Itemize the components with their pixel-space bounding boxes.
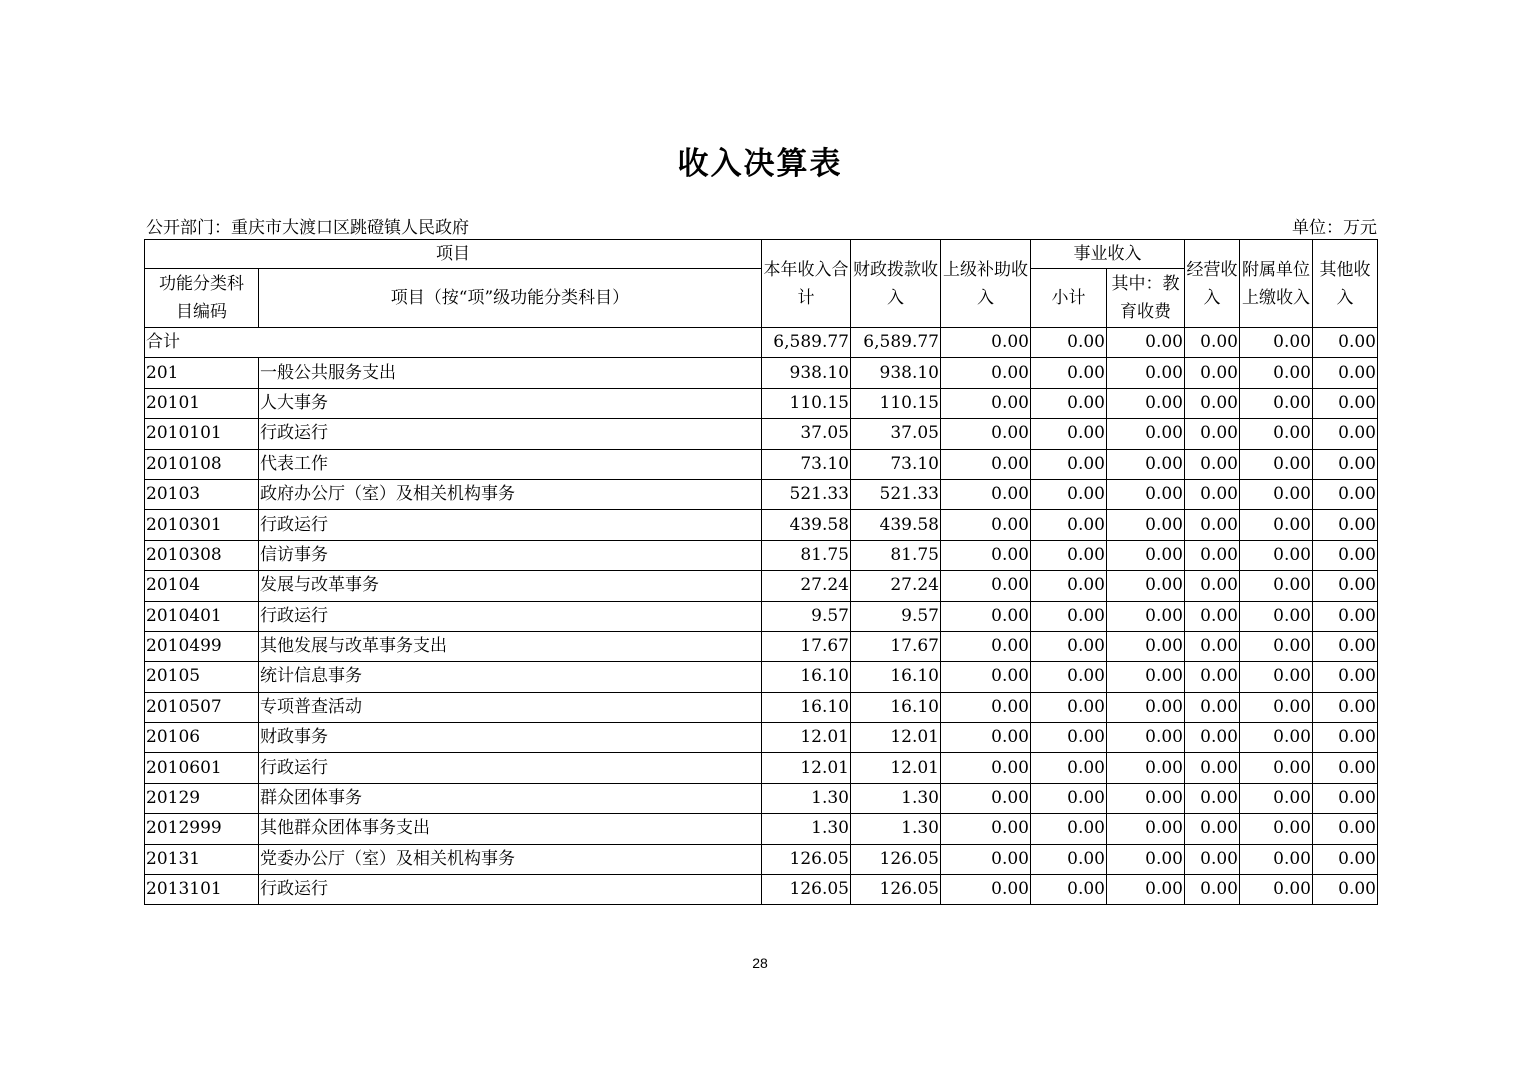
cell-value: 938.10: [851, 358, 941, 388]
cell-value: 0.00: [1240, 692, 1313, 722]
cell-value: 0.00: [1107, 328, 1185, 358]
cell-value: 0.00: [1240, 510, 1313, 540]
cell-value: 0.00: [1185, 419, 1240, 449]
cell-value: 0.00: [1031, 388, 1107, 418]
row-code: 20101: [145, 388, 259, 418]
row-name: 党委办公厅（室）及相关机构事务: [259, 844, 762, 874]
row-code: 2010601: [145, 753, 259, 783]
cell-value: 0.00: [1313, 783, 1378, 813]
cell-value: 37.05: [851, 419, 941, 449]
header-affiliated-income: 附属单位上缴收入: [1240, 240, 1313, 328]
header-project: 项目: [145, 240, 762, 269]
cell-value: 6,589.77: [762, 328, 851, 358]
header-item-name: 项目（按“项”级功能分类科目）: [259, 269, 762, 328]
row-name: 行政运行: [259, 510, 762, 540]
cell-value: 0.00: [1031, 814, 1107, 844]
cell-value: 0.00: [1313, 358, 1378, 388]
header-operating-income: 经营收入: [1185, 240, 1240, 328]
row-code: 2010308: [145, 540, 259, 570]
cell-value: 0.00: [1185, 510, 1240, 540]
row-code: 20103: [145, 479, 259, 509]
table-row: [145, 662, 1378, 692]
row-code: 2013101: [145, 875, 259, 905]
cell-value: 0.00: [1185, 571, 1240, 601]
table-row: [145, 449, 1378, 479]
cell-value: 0.00: [1313, 692, 1378, 722]
cell-value: 0.00: [1185, 662, 1240, 692]
header-subtotal: 小计: [1031, 269, 1107, 328]
cell-value: 0.00: [1185, 692, 1240, 722]
total-row: [145, 328, 1378, 358]
cell-value: 81.75: [851, 540, 941, 570]
header-other-income: 其他收入: [1313, 240, 1378, 328]
cell-value: 0.00: [1107, 571, 1185, 601]
header-func-code: 功能分类科目编码: [145, 269, 259, 328]
cell-value: 0.00: [1031, 723, 1107, 753]
cell-value: 0.00: [1031, 540, 1107, 570]
row-code: 2010108: [145, 449, 259, 479]
cell-value: 0.00: [1313, 388, 1378, 418]
row-code: 20104: [145, 571, 259, 601]
table-row: [145, 388, 1378, 418]
table-row: [145, 419, 1378, 449]
cell-value: 0.00: [1107, 692, 1185, 722]
header-business-income: 事业收入: [1031, 240, 1185, 269]
unit-label: 单位：万元: [1292, 218, 1377, 238]
cell-value: 0.00: [1185, 753, 1240, 783]
cell-value: 9.57: [762, 601, 851, 631]
row-code: 2010401: [145, 601, 259, 631]
cell-value: 73.10: [851, 449, 941, 479]
table-row: [145, 571, 1378, 601]
row-name: 专项普查活动: [259, 692, 762, 722]
cell-value: 0.00: [1313, 662, 1378, 692]
cell-value: 0.00: [1031, 479, 1107, 509]
cell-value: 110.15: [851, 388, 941, 418]
cell-value: 0.00: [1107, 510, 1185, 540]
cell-value: 0.00: [941, 449, 1031, 479]
row-name: 其他发展与改革事务支出: [259, 631, 762, 661]
table-row: [145, 753, 1378, 783]
cell-value: 0.00: [941, 328, 1031, 358]
header-education-fee: 其中：教育收费: [1107, 269, 1185, 328]
cell-value: 126.05: [851, 875, 941, 905]
row-name: 信访事务: [259, 540, 762, 570]
cell-value: 0.00: [1107, 662, 1185, 692]
cell-value: 27.24: [851, 571, 941, 601]
cell-value: 9.57: [851, 601, 941, 631]
cell-value: 0.00: [1031, 419, 1107, 449]
header-fiscal-appropriation: 财政拨款收入: [851, 240, 941, 328]
cell-value: 0.00: [1313, 601, 1378, 631]
cell-value: 81.75: [762, 540, 851, 570]
row-name: 发展与改革事务: [259, 571, 762, 601]
cell-value: 0.00: [1313, 540, 1378, 570]
row-code: 20106: [145, 723, 259, 753]
cell-value: 0.00: [1031, 449, 1107, 479]
cell-value: 0.00: [1107, 601, 1185, 631]
cell-value: 0.00: [1031, 783, 1107, 813]
row-code: 20105: [145, 662, 259, 692]
cell-value: 0.00: [941, 601, 1031, 631]
cell-value: 12.01: [851, 723, 941, 753]
cell-value: 0.00: [1031, 358, 1107, 388]
cell-value: 0.00: [1107, 631, 1185, 661]
cell-value: 0.00: [1240, 723, 1313, 753]
cell-value: 16.10: [762, 692, 851, 722]
table-row: [145, 631, 1378, 661]
table-row: [145, 510, 1378, 540]
row-code: 2010301: [145, 510, 259, 540]
cell-value: 0.00: [941, 358, 1031, 388]
cell-value: 1.30: [851, 814, 941, 844]
cell-value: 0.00: [1185, 844, 1240, 874]
cell-value: 0.00: [941, 479, 1031, 509]
row-code: 2012999: [145, 814, 259, 844]
cell-value: 0.00: [1031, 662, 1107, 692]
cell-value: 0.00: [1240, 601, 1313, 631]
cell-value: 0.00: [1107, 844, 1185, 874]
table-row: [145, 601, 1378, 631]
cell-value: 439.58: [851, 510, 941, 540]
cell-value: 126.05: [762, 875, 851, 905]
cell-value: 1.30: [762, 783, 851, 813]
cell-value: 0.00: [1185, 783, 1240, 813]
cell-value: 521.33: [762, 479, 851, 509]
cell-value: 0.00: [941, 692, 1031, 722]
cell-value: 0.00: [941, 723, 1031, 753]
cell-value: 0.00: [1185, 388, 1240, 418]
table-row: [145, 814, 1378, 844]
cell-value: 0.00: [1031, 692, 1107, 722]
cell-value: 0.00: [941, 753, 1031, 783]
cell-value: 0.00: [1313, 844, 1378, 874]
cell-value: 17.67: [851, 631, 941, 661]
table-body: [145, 328, 1378, 905]
cell-value: 0.00: [1240, 844, 1313, 874]
cell-value: 0.00: [1240, 388, 1313, 418]
cell-value: 0.00: [1185, 540, 1240, 570]
cell-value: 0.00: [1240, 814, 1313, 844]
cell-value: 0.00: [1240, 753, 1313, 783]
cell-value: 0.00: [1313, 571, 1378, 601]
row-name: 行政运行: [259, 419, 762, 449]
table-row: [145, 875, 1378, 905]
cell-value: 0.00: [1240, 875, 1313, 905]
row-code: 20131: [145, 844, 259, 874]
cell-value: 37.05: [762, 419, 851, 449]
cell-value: 439.58: [762, 510, 851, 540]
row-name: 群众团体事务: [259, 783, 762, 813]
cell-value: 0.00: [1240, 631, 1313, 661]
cell-value: 12.01: [762, 723, 851, 753]
row-name: 一般公共服务支出: [259, 358, 762, 388]
row-name: 政府办公厅（室）及相关机构事务: [259, 479, 762, 509]
cell-value: 0.00: [1107, 783, 1185, 813]
cell-value: 0.00: [1107, 723, 1185, 753]
cell-value: 0.00: [1185, 723, 1240, 753]
cell-value: 0.00: [1107, 388, 1185, 418]
cell-value: 0.00: [1240, 662, 1313, 692]
cell-value: 126.05: [851, 844, 941, 874]
cell-value: 0.00: [1313, 328, 1378, 358]
row-code: 2010499: [145, 631, 259, 661]
department-label: 公开部门：重庆市大渡口区跳磴镇人民政府: [146, 218, 469, 238]
cell-value: 6,589.77: [851, 328, 941, 358]
row-code: 2010507: [145, 692, 259, 722]
cell-value: 0.00: [1185, 601, 1240, 631]
cell-value: 0.00: [1240, 479, 1313, 509]
cell-value: 0.00: [941, 510, 1031, 540]
page-number: 28: [752, 955, 768, 971]
cell-value: 0.00: [941, 875, 1031, 905]
table-row: [145, 479, 1378, 509]
cell-value: 0.00: [941, 783, 1031, 813]
cell-value: 1.30: [851, 783, 941, 813]
page-title: 收入决算表: [677, 146, 843, 182]
header-superior-subsidy: 上级补助收入: [941, 240, 1031, 328]
row-code: 2010101: [145, 419, 259, 449]
cell-value: 0.00: [1185, 449, 1240, 479]
cell-value: 0.00: [1107, 540, 1185, 570]
cell-value: 0.00: [1313, 449, 1378, 479]
cell-value: 0.00: [1240, 358, 1313, 388]
cell-value: 17.67: [762, 631, 851, 661]
cell-value: 0.00: [1185, 875, 1240, 905]
cell-value: 0.00: [941, 540, 1031, 570]
cell-value: 0.00: [941, 844, 1031, 874]
cell-value: 0.00: [1107, 479, 1185, 509]
row-name: 其他群众团体事务支出: [259, 814, 762, 844]
cell-value: 0.00: [941, 814, 1031, 844]
table-row: [145, 723, 1378, 753]
cell-value: 0.00: [1107, 358, 1185, 388]
cell-value: 938.10: [762, 358, 851, 388]
row-name: 行政运行: [259, 601, 762, 631]
cell-value: 0.00: [941, 388, 1031, 418]
cell-value: 0.00: [1107, 449, 1185, 479]
table-row: [145, 358, 1378, 388]
row-code: 201: [145, 358, 259, 388]
cell-value: 0.00: [1240, 419, 1313, 449]
table-row: [145, 844, 1378, 874]
cell-value: 12.01: [851, 753, 941, 783]
table-row: [145, 540, 1378, 570]
cell-value: 0.00: [1107, 875, 1185, 905]
cell-value: 0.00: [1313, 814, 1378, 844]
cell-value: 0.00: [1313, 875, 1378, 905]
cell-value: 0.00: [1031, 753, 1107, 783]
cell-value: 0.00: [941, 631, 1031, 661]
cell-value: 0.00: [1240, 571, 1313, 601]
cell-value: 0.00: [1240, 540, 1313, 570]
cell-value: 0.00: [1107, 419, 1185, 449]
cell-value: 0.00: [1313, 753, 1378, 783]
cell-value: 0.00: [1313, 723, 1378, 753]
cell-value: 110.15: [762, 388, 851, 418]
cell-value: 0.00: [1031, 844, 1107, 874]
cell-value: 0.00: [1031, 601, 1107, 631]
row-name: 代表工作: [259, 449, 762, 479]
row-name: 人大事务: [259, 388, 762, 418]
row-name: 统计信息事务: [259, 662, 762, 692]
cell-value: 0.00: [1031, 631, 1107, 661]
cell-value: 0.00: [1031, 571, 1107, 601]
cell-value: 0.00: [1185, 328, 1240, 358]
cell-value: 0.00: [1031, 510, 1107, 540]
row-code: 20129: [145, 783, 259, 813]
cell-value: 0.00: [1313, 479, 1378, 509]
cell-value: 126.05: [762, 844, 851, 874]
cell-value: 0.00: [1240, 449, 1313, 479]
cell-value: 16.10: [851, 692, 941, 722]
cell-value: 0.00: [1185, 814, 1240, 844]
cell-value: 0.00: [1313, 631, 1378, 661]
cell-value: 0.00: [1313, 510, 1378, 540]
cell-value: 73.10: [762, 449, 851, 479]
cell-value: 16.10: [762, 662, 851, 692]
cell-value: 0.00: [1107, 753, 1185, 783]
row-name: 财政事务: [259, 723, 762, 753]
cell-value: 521.33: [851, 479, 941, 509]
cell-value: 0.00: [1185, 479, 1240, 509]
cell-value: 0.00: [1185, 358, 1240, 388]
cell-value: 0.00: [1240, 328, 1313, 358]
cell-value: 0.00: [1185, 631, 1240, 661]
cell-value: 12.01: [762, 753, 851, 783]
cell-value: 0.00: [1240, 783, 1313, 813]
total-label: 合计: [145, 328, 762, 358]
cell-value: 0.00: [941, 662, 1031, 692]
cell-value: 0.00: [1313, 419, 1378, 449]
cell-value: 0.00: [1031, 875, 1107, 905]
cell-value: 0.00: [941, 571, 1031, 601]
table-row: [145, 692, 1378, 722]
row-name: 行政运行: [259, 875, 762, 905]
row-name: 行政运行: [259, 753, 762, 783]
header-total-income: 本年收入合计: [762, 240, 851, 328]
cell-value: 16.10: [851, 662, 941, 692]
cell-value: 0.00: [1031, 328, 1107, 358]
cell-value: 0.00: [941, 419, 1031, 449]
cell-value: 1.30: [762, 814, 851, 844]
table-row: [145, 783, 1378, 813]
cell-value: 27.24: [762, 571, 851, 601]
income-statement-table: [144, 239, 1378, 905]
cell-value: 0.00: [1107, 814, 1185, 844]
